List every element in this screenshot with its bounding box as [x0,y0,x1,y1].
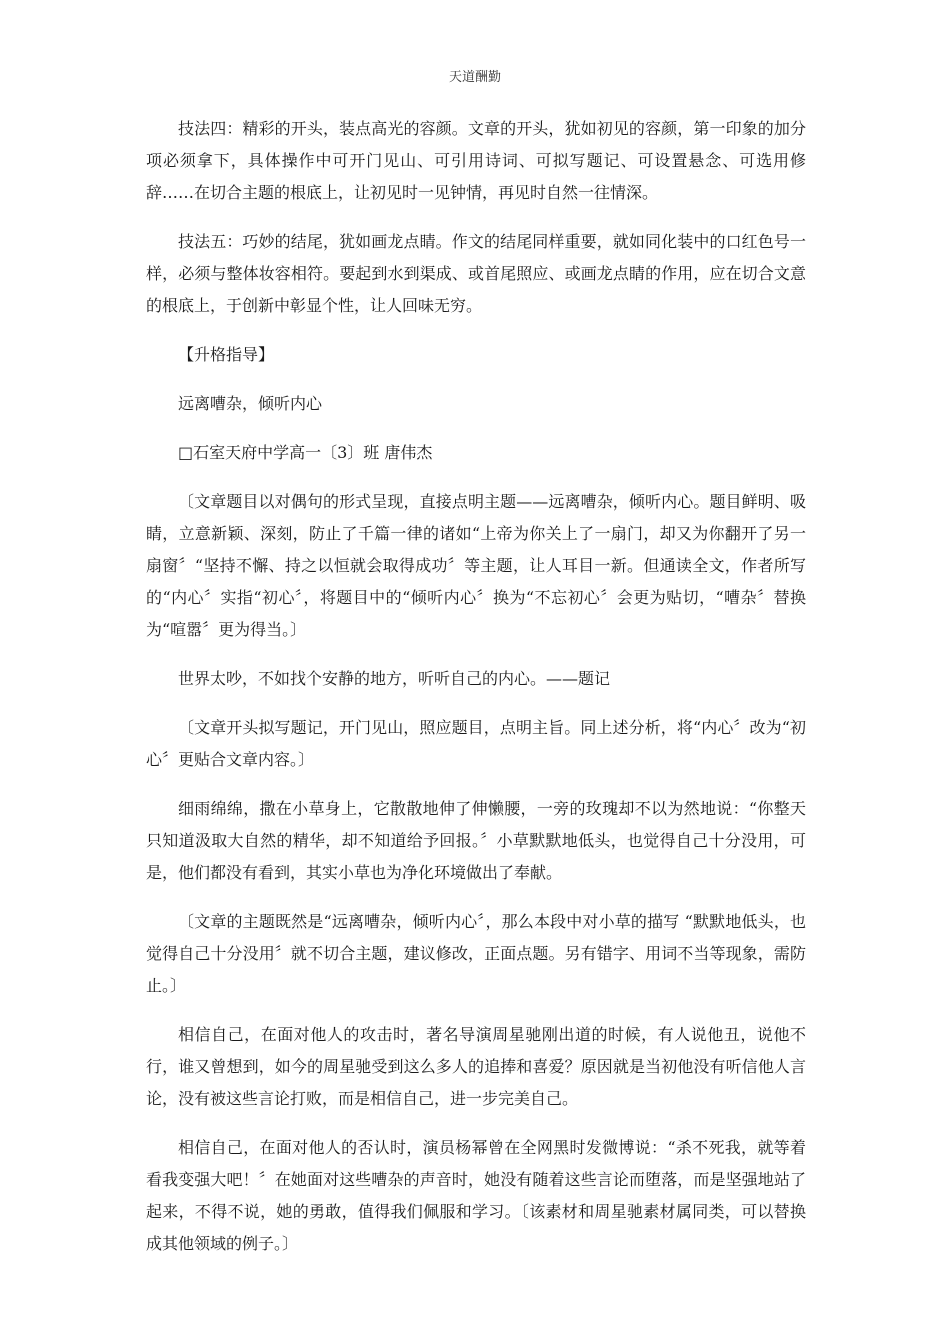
essay-paragraph-grass: 细雨绵绵，撒在小草身上，它散散地伸了伸懒腰，一旁的玫瑰却不以为然地说：“你整天只知道汲取大自然的精华，却不知道给予回报。〞小草默默地低头，也觉得自己十分没用，可是，他们都没有看到，其实小草也为净化环境做出了奉献。 [146,799,806,882]
comment-title: 〔文章题目以对偶句的形式呈现，直接点明主题——远离嘈杂，倾听内心。题目鲜明、吸睛，立意新颖、深刻，防止了千篇一律的诸如“上帝为你关上了一扇门，却又为你翻开了另一扇窗〞“坚持不懈、持之以恒就会取得成功〞等主题，让人耳目一新。但通读全文，作者所写的“内心〞实指“初心〞，将题目中的“倾听内心〞换为“不忘初心〞会更为贴切，“嘈杂〞替换为“喧嚣〞更为得当。〕 [146,492,806,639]
paragraph-technique-four: 技法四：精彩的开头，装点高光的容颜。文章的开头，犹如初见的容颜，第一印象的加分项必须拿下，具体操作中可开门见山、可引用诗词、可拟写题记、可设置悬念、可选用修辞……在切合主题的根底上，让初见时一见钟情，再见时自然一往情深。 [146,119,806,202]
page-header: 天道酬勤 [448,70,501,85]
essay-author: □石室天府中学高一〔3〕班 唐伟杰 [178,443,433,462]
section-heading-upgrade-guidance: 【升格指导】 [178,345,275,364]
comment-epigraph: 〔文章开头拟写题记，开门见山，照应题目，点明主旨。同上述分析，将“内心〞改为“初心〞更贴合文章内容。〕 [146,718,806,769]
document-body [146,113,806,1277]
comment-grass: 〔文章的主题既然是“远离嘈杂，倾听内心〞，那么本段中对小草的描写 “默默地低头，也觉得自己十分没用〞就不切合主题，建议修改，正面点题。另有错字、用词不当等现象，需防止。〕 [146,912,806,995]
essay-paragraph-zhou: 相信自己，在面对他人的攻击时，著名导演周星驰刚出道的时候，有人说他丑，说他不行，谁又曾想到，如今的周星驰受到这么多人的追捧和喜爱？原因就是当初他没有听信他人言论，没有被这些言论打败，而是相信自己，进一步完美自己。 [146,1025,806,1108]
essay-epigraph: 世界太吵，不如找个安静的地方，听听自己的内心。——题记 [178,669,611,688]
essay-paragraph-yang: 相信自己，在面对他人的否认时，演员杨幂曾在全网黑时发微博说：“杀不死我，就等着看我变强大吧！〞在她面对这些嘈杂的声音时，她没有随着这些言论而堕落，而是坚强地站了起来，不得不说，她的勇敢，值得我们佩服和学习。〔该素材和周星驰素材属同类，可以替换成其他领域的例子。〕 [146,1138,806,1253]
essay-title: 远离嘈杂，倾听内心 [178,394,323,413]
paragraph-technique-five: 技法五：巧妙的结尾，犹如画龙点睛。作文的结尾同样重要，就如同化装中的口红色号一样，必须与整体妆容相符。要起到水到渠成、或首尾照应、或画龙点睛的作用，应在切合文意的根底上，于创新中彰显个性，让人回味无穷。 [146,232,806,315]
